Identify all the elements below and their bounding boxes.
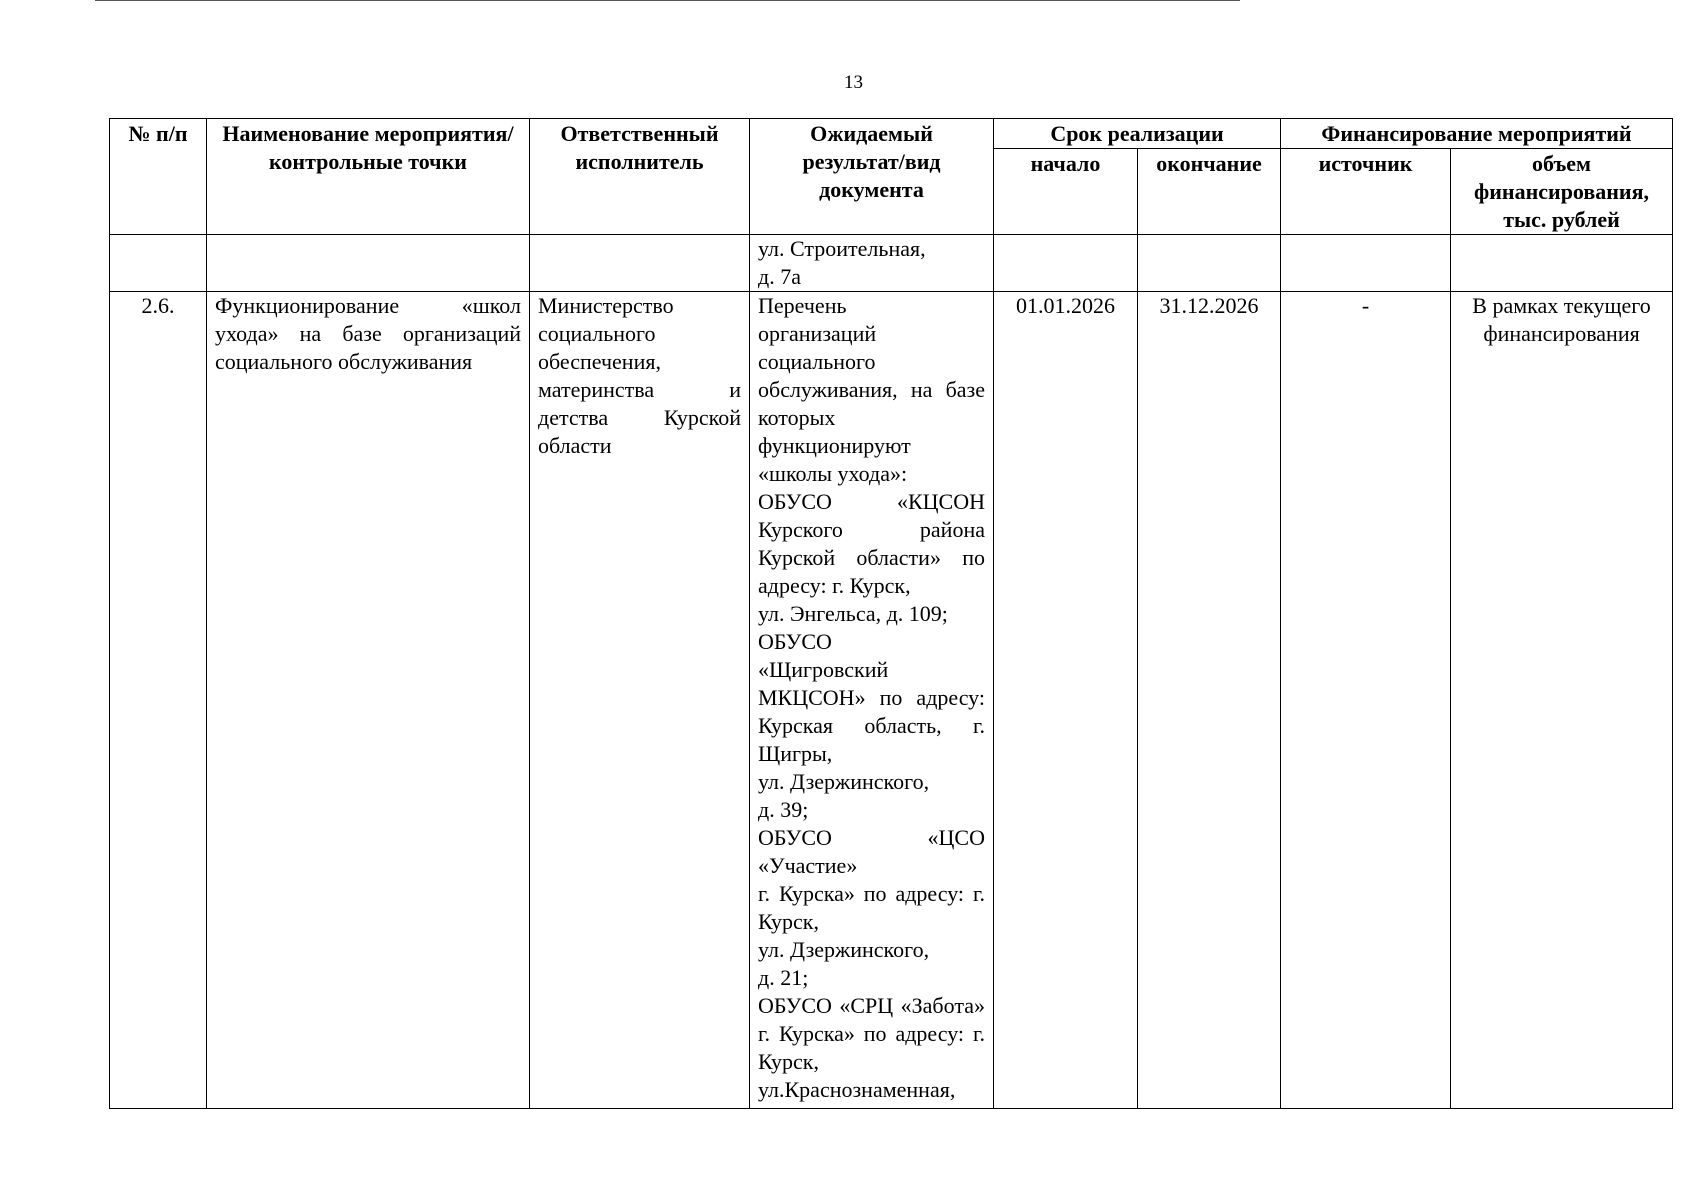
header-row-1 [110,119,1673,149]
result-line: социального [758,349,876,374]
header-financing: Финансирование мероприятий [1281,119,1673,149]
result-line: ул. Дзержинского, [758,937,930,962]
cell-start-date: 01.01.2026 [994,292,1138,1109]
result-line: Перечень [758,293,847,318]
result-line: обслуживания, на базе которых функционируют «школы ухода»: [758,377,985,486]
plan-table [109,118,1673,1109]
cell-name: Функционирование «школ ухода» на базе организаций социального обслуживания [207,292,530,1109]
result-line: организаций [758,321,877,346]
cell-result [750,292,994,1109]
cell-executor-empty [530,235,750,292]
header-result: Ожидаемый результат/вид документа [750,119,994,235]
top-rule [95,0,1240,1]
cell-name-empty [207,235,530,292]
cell-result-continued [750,235,994,292]
result-line: г. Курска» по адресу: г. Курск, [758,881,985,934]
header-name: Наименование мероприятия/контрольные точки [207,119,530,235]
page-number: 13 [844,72,863,93]
cell-source: - [1281,292,1451,1109]
cell-executor: Министерство социального обеспечения, материнства и детства Курской области [530,292,750,1109]
result-line: «Щигровский МКЦСОН» по адресу: Курская область, г. Щигры, [758,657,985,766]
cell-end-date: 31.12.2026 [1138,292,1281,1109]
result-line: д. 39; [758,797,809,822]
result-line: ОБУСО «СРЦ «Забота» г. Курска» по адресу: г. Курск, [758,993,985,1074]
result-line: ОБУСО «ЦСО «Участие» [758,825,985,878]
result-line: ОБУСО «КЦСОН Курского района Курской области» по адресу: г. Курск, [758,489,985,598]
cell-source-empty [1281,235,1451,292]
header-financing-source: источник [1281,149,1451,235]
cell-num: 2.6. [110,292,207,1109]
result-line: ул. Дзержинского, [758,769,930,794]
result-continued-line: д. 7а [758,264,801,289]
result-continued-line: ул. Строительная, [758,236,926,261]
result-line: ул.Краснознаменная, [758,1077,956,1102]
table-row [110,292,1673,1109]
cell-volume-empty [1451,235,1673,292]
header-period: Срок реализации [994,119,1281,149]
cell-volume: В рамках текущего финансирования [1451,292,1673,1109]
cell-num-empty [110,235,207,292]
header-period-start: начало [994,149,1138,235]
cell-end-empty [1138,235,1281,292]
header-period-end: окончание [1138,149,1281,235]
result-line: д. 21; [758,965,809,990]
table-row-continued [110,235,1673,292]
header-executor: Ответственный исполнитель [530,119,750,235]
header-financing-volume: объем финансирования, тыс. рублей [1451,149,1673,235]
result-line: ул. Энгельса, д. 109; [758,601,948,626]
header-num: № п/п [110,119,207,235]
cell-start-empty [994,235,1138,292]
result-line: ОБУСО [758,629,832,654]
